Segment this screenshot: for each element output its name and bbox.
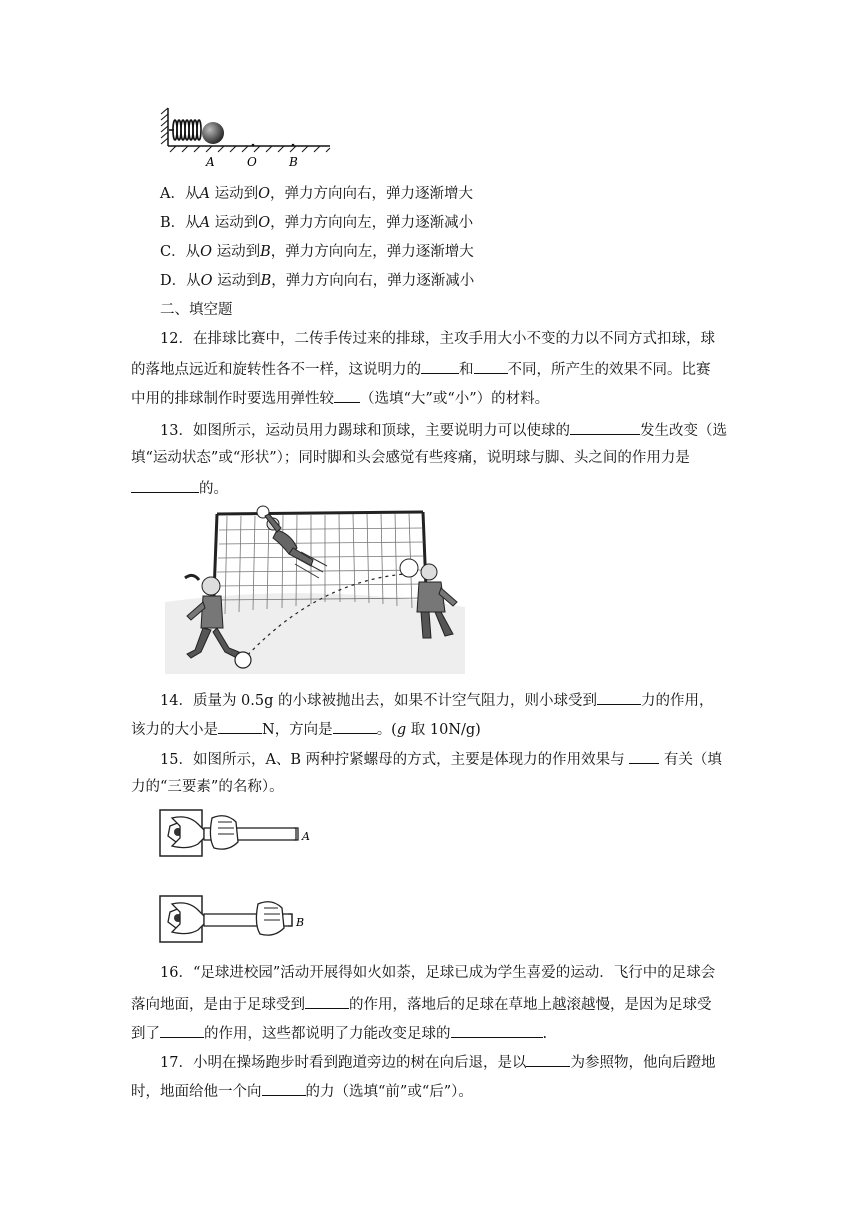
q12-text-a: 的落地点远近和旋转性各不一样，这说明力的: [131, 362, 421, 378]
option-b-prefix: B．从: [160, 215, 200, 231]
q16-blank-1[interactable]: [305, 993, 349, 1009]
q12-line2: [131, 358, 711, 380]
spring-ball-figure: [160, 104, 340, 174]
q14-line2: [131, 718, 481, 740]
q13-text-a: 13．如图所示，运动员用力踢球和顶球，主要说明力可以使球的: [160, 423, 570, 439]
option-c-var1: O: [200, 244, 212, 260]
option-c: [160, 242, 474, 262]
q17-blank-1[interactable]: [526, 1051, 570, 1067]
q13-text-c: 的。: [199, 481, 228, 497]
q13-line1: [160, 419, 727, 441]
q14-text-f: 取 10N/g): [406, 722, 481, 738]
option-b-mid: 运动到: [214, 215, 259, 231]
q14-text-a: 14．质量为 0.5g 的小球被抛出去，如果不计空气阻力，则小球受到: [160, 693, 598, 709]
option-b-var1: A: [199, 215, 211, 231]
section-title: 二、填空题: [160, 302, 233, 318]
q16-text-b: 的作用，落地后的足球在草地上越滚越慢，是因为足球受: [349, 997, 712, 1013]
q14-blank-3[interactable]: [333, 718, 377, 734]
q15-text-a: 15．如图所示，A、B 两种拧紧螺母的方式，主要是体现力的作用效果与: [160, 752, 625, 768]
option-a-rest: ，弹力方向向右，弹力逐渐增大: [269, 186, 473, 202]
q17-text-c: 时，地面给他一个向: [131, 1084, 262, 1100]
option-a-var1: A: [199, 186, 210, 202]
q13-blank-1[interactable]: [570, 419, 640, 435]
q12-text-d: 中用的排球制作时要选用弹性较: [131, 391, 334, 407]
q16-line2: [131, 993, 712, 1015]
q14-g-symbol: g: [396, 722, 407, 738]
q16-blank-3[interactable]: [451, 1022, 543, 1038]
wrench-figure-b: [158, 894, 318, 946]
q15-blank-1[interactable]: [629, 748, 659, 764]
q12-text-c: 不同，所产生的效果不同。比赛: [507, 362, 711, 378]
option-c-mid: 运动到: [216, 244, 261, 260]
q12-line3: [131, 387, 549, 409]
label-o: O: [247, 155, 257, 169]
q15-text-b: 有关（填: [663, 752, 722, 768]
option-c-var2: B: [260, 244, 271, 260]
q12-blank-2[interactable]: [474, 358, 508, 374]
option-d-mid: 运动到: [217, 273, 261, 289]
q17-blank-2[interactable]: [262, 1080, 306, 1096]
q17-text-a: 17．小明在操场跑步时看到跑道旁边的树在向后退，是以: [160, 1055, 527, 1071]
option-a-mid: 运动到: [214, 186, 259, 202]
option-d: [160, 271, 474, 291]
label-a: A: [206, 155, 215, 169]
option-a-prefix: A．从: [160, 186, 200, 202]
option-a-var2: O: [258, 186, 270, 202]
option-d-rest: ，弹力方向向右，弹力逐渐减小: [271, 273, 475, 289]
q14-text-c: 该力的大小是: [131, 722, 218, 738]
q14-text-d: N，方向是: [262, 722, 333, 738]
option-d-var2: B: [260, 273, 272, 289]
option-b-rest: ，弹力方向向左，弹力逐渐减小: [270, 215, 474, 231]
option-a: [160, 184, 473, 204]
q12-blank-3[interactable]: [334, 387, 360, 403]
option-c-prefix: C．从: [160, 244, 201, 260]
q14-blank-2[interactable]: [218, 718, 262, 734]
q12-text-b: 和: [459, 362, 474, 378]
option-d-var1: O: [200, 273, 213, 289]
q14-blank-1[interactable]: [597, 689, 641, 705]
q17-line1: [160, 1051, 715, 1073]
q16-text-d: 的作用，这些都说明了力能改变足球的: [204, 1026, 451, 1042]
q13-blank-2[interactable]: [131, 477, 199, 493]
option-c-rest: ，弹力方向向左，弹力逐渐增大: [270, 244, 474, 260]
q16-line3: [131, 1022, 547, 1044]
q16-text-c: 到了: [131, 1026, 160, 1042]
option-b: [160, 213, 473, 233]
q15-line1: [160, 748, 722, 770]
soccer-illustration: [165, 502, 465, 674]
q15-line2: 力的“三要素”的名称）。: [131, 779, 284, 795]
q14-text-b: 力的作用，: [641, 693, 714, 709]
q14-text-e: 。(: [376, 722, 397, 738]
q13-text-b: 发生改变（选: [639, 423, 727, 439]
q16-text-e: .: [542, 1026, 548, 1042]
option-d-prefix: D．从: [160, 273, 201, 289]
q12-blank-1[interactable]: [421, 358, 459, 374]
wrench-figure-a: [158, 808, 318, 860]
q12-line1: 12．在排球比赛中，二传手传过来的排球，主攻手用大小不变的力以不同方式扣球，球: [160, 331, 715, 347]
q17-text-d: 的力（选填“前”或“后”）。: [305, 1084, 473, 1100]
q17-line2: [131, 1080, 473, 1102]
option-b-var2: O: [258, 215, 271, 231]
q16-blank-2[interactable]: [160, 1022, 204, 1038]
q13-line3: [131, 477, 228, 499]
wrench-label-a: A: [302, 830, 310, 843]
q16-text-a: 落向地面，是由于足球受到: [131, 997, 305, 1013]
label-b: B: [289, 155, 298, 169]
q14-line1: [160, 689, 714, 711]
q12-text-e: （选填“大”或“小”）的材料。: [360, 391, 550, 407]
q16-line1: 16．“足球进校园”活动开展得如火如荼，足球已成为学生喜爱的运动．飞行中的足球会: [160, 965, 716, 981]
q13-line2: 填“运动状态”或“形状”）；同时脚和头会感觉有些疼痛，说明球与脚、头之间的作用力是: [131, 450, 690, 466]
q17-text-b: 为参照物，他向后蹬地: [570, 1055, 716, 1071]
wrench-label-b: B: [296, 916, 305, 929]
